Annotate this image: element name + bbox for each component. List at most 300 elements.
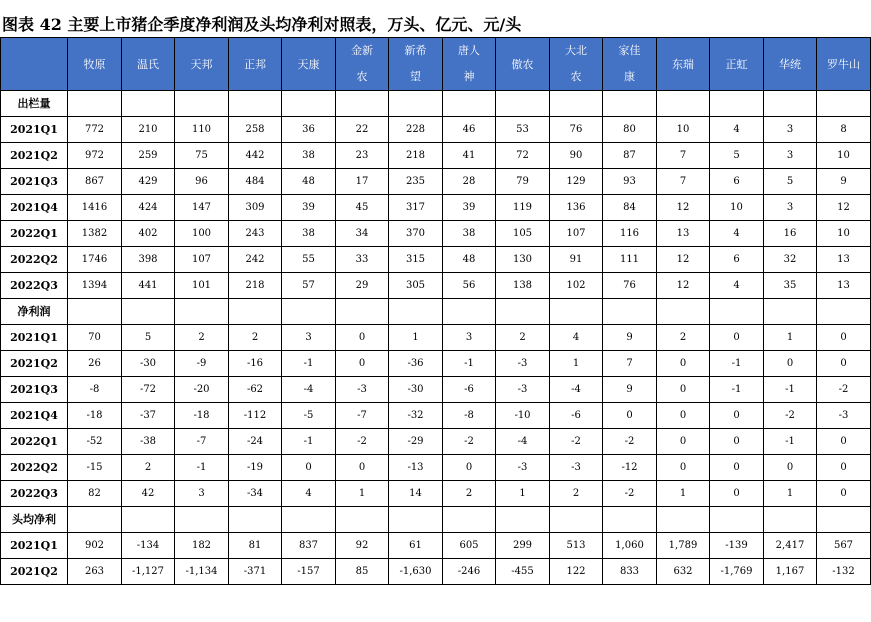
table-cell: -34 [229,481,282,507]
table-cell: -371 [229,559,282,585]
table-cell: 70 [68,325,122,351]
table-cell: -62 [229,377,282,403]
table-row [1,377,871,403]
table-cell: 772 [68,117,122,143]
table-cell: 10 [657,117,710,143]
table-cell [496,91,550,117]
table-cell: 14 [389,481,443,507]
row-period: 2022Q1 [1,429,68,455]
table-cell: 1,789 [657,533,710,559]
table-cell: 0 [657,429,710,455]
table-cell: -139 [710,533,764,559]
table-cell: 218 [389,143,443,169]
table-cell: 0 [657,403,710,429]
column-header [764,38,817,91]
table-cell: -1 [710,377,764,403]
table-cell [710,91,764,117]
table-row [1,221,871,247]
table-cell: 2 [122,455,175,481]
table-cell [389,299,443,325]
table-cell: 182 [175,533,229,559]
table-cell: 12 [657,247,710,273]
table-cell: 119 [496,195,550,221]
table-cell [68,299,122,325]
table-cell: 0 [710,325,764,351]
table-cell [817,91,871,117]
column-header [175,38,229,91]
table-cell: 72 [496,143,550,169]
table-cell: 16 [764,221,817,247]
section-label: 头均净利 [1,507,68,533]
section-label: 净利润 [1,299,68,325]
table-cell [282,507,336,533]
table-cell: 23 [336,143,389,169]
table-cell: -37 [122,403,175,429]
column-header-label: 正邦 [244,57,266,71]
table-cell: 29 [336,273,389,299]
column-header [603,38,657,91]
table-cell: 1 [764,481,817,507]
table-row [1,117,871,143]
table-cell: -4 [282,377,336,403]
table-row [1,429,871,455]
table-cell: 96 [175,169,229,195]
table-row [1,455,871,481]
table-cell: 867 [68,169,122,195]
table-cell: 10 [817,143,871,169]
table-cell: 6 [710,247,764,273]
table-cell: 0 [817,351,871,377]
table-cell: -134 [122,533,175,559]
table-cell [603,91,657,117]
table-cell: -1 [764,429,817,455]
table-cell [443,299,496,325]
table-cell: -20 [175,377,229,403]
table-cell: 42 [122,481,175,507]
table-cell: -30 [122,351,175,377]
table-cell: 259 [122,143,175,169]
data-table-container [0,37,860,582]
header-row [1,38,871,91]
table-cell: 4 [710,221,764,247]
column-header-label: 金新 农 [351,44,373,83]
table-cell [229,507,282,533]
row-period: 2021Q2 [1,143,68,169]
table-cell: 305 [389,273,443,299]
table-cell: 902 [68,533,122,559]
table-cell: 93 [603,169,657,195]
table-cell: 2 [550,481,603,507]
row-period: 2021Q3 [1,169,68,195]
table-cell: -3 [336,377,389,403]
table-cell: -18 [175,403,229,429]
row-period: 2022Q3 [1,481,68,507]
table-cell: -13 [389,455,443,481]
row-period: 2021Q4 [1,195,68,221]
table-cell: 28 [443,169,496,195]
column-header-label: 华统 [779,57,801,71]
column-header-label: 温氏 [137,57,159,71]
table-cell: -1,630 [389,559,443,585]
column-header-label: 唐人 神 [458,44,480,83]
table-cell: 39 [443,195,496,221]
table-cell: -112 [229,403,282,429]
column-header-label: 罗牛山 [827,57,860,71]
table-cell: -246 [443,559,496,585]
table-cell [764,507,817,533]
table-cell: -3 [496,455,550,481]
table-cell: 91 [550,247,603,273]
table-cell: 3 [175,481,229,507]
table-cell: -6 [550,403,603,429]
table-row [1,403,871,429]
table-cell: 107 [550,221,603,247]
table-cell: 48 [443,247,496,273]
table-cell: 370 [389,221,443,247]
section-label: 出栏量 [1,91,68,117]
table-cell: 76 [603,273,657,299]
table-cell [336,507,389,533]
table-cell: 81 [229,533,282,559]
table-row [1,325,871,351]
table-cell: -7 [336,403,389,429]
table-cell: 22 [336,117,389,143]
table-cell: 105 [496,221,550,247]
table-cell: -1,127 [122,559,175,585]
table-cell: 10 [710,195,764,221]
row-period: 2021Q3 [1,377,68,403]
table-cell: 0 [657,377,710,403]
table-cell: 309 [229,195,282,221]
table-cell [657,507,710,533]
table-cell: 0 [603,403,657,429]
table-cell [764,91,817,117]
table-cell: -3 [496,377,550,403]
table-cell [336,299,389,325]
header-corner [1,38,68,91]
table-cell: 3 [764,195,817,221]
table-cell: 0 [710,481,764,507]
table-cell: 1 [657,481,710,507]
table-cell [817,299,871,325]
table-cell [496,507,550,533]
table-row [1,143,871,169]
table-header [1,38,871,91]
section-row [1,299,871,325]
table-cell: -29 [389,429,443,455]
table-cell: 235 [389,169,443,195]
table-cell: 0 [282,455,336,481]
table-cell: 82 [68,481,122,507]
table-cell: 9 [817,169,871,195]
table-cell: -2 [603,481,657,507]
table-cell: 513 [550,533,603,559]
table-cell: -6 [443,377,496,403]
table-cell: 46 [443,117,496,143]
table-cell: 55 [282,247,336,273]
table-cell: 4 [710,117,764,143]
table-cell: 138 [496,273,550,299]
table-cell: 317 [389,195,443,221]
table-cell: 110 [175,117,229,143]
table-cell: 7 [657,143,710,169]
table-cell: 12 [817,195,871,221]
table-cell: 1 [764,325,817,351]
table-cell: 1 [389,325,443,351]
table-cell: 5 [764,169,817,195]
table-cell: 80 [603,117,657,143]
column-header-label: 东瑞 [672,57,694,71]
table-cell [496,299,550,325]
table-cell: 429 [122,169,175,195]
section-row [1,91,871,117]
table-cell [175,299,229,325]
table-cell [175,91,229,117]
table-cell: 45 [336,195,389,221]
column-header-label: 天康 [297,57,320,71]
table-cell: -2 [443,429,496,455]
table-cell [175,507,229,533]
column-header [550,38,603,91]
table-cell: 129 [550,169,603,195]
table-cell: -2 [817,377,871,403]
table-cell: 13 [817,247,871,273]
row-period: 2022Q1 [1,221,68,247]
table-cell [389,91,443,117]
table-cell: 53 [496,117,550,143]
column-header [443,38,496,91]
table-cell: 1382 [68,221,122,247]
table-cell: -36 [389,351,443,377]
table-cell: 0 [817,429,871,455]
column-header-label: 牧原 [83,57,106,71]
table-cell: 90 [550,143,603,169]
row-period: 2021Q1 [1,325,68,351]
table-cell [710,507,764,533]
table-cell: 632 [657,559,710,585]
table-cell: 0 [764,455,817,481]
table-cell: 12 [657,273,710,299]
table-cell: 5 [710,143,764,169]
table-cell: 263 [68,559,122,585]
table-cell: 38 [282,221,336,247]
table-cell [389,507,443,533]
table-cell: 0 [657,351,710,377]
table-cell [122,507,175,533]
table-cell: 38 [282,143,336,169]
column-header [496,38,550,91]
table-cell: -5 [282,403,336,429]
column-header [817,38,871,91]
column-header [229,38,282,91]
table-cell [764,299,817,325]
table-cell: 1416 [68,195,122,221]
table-cell: -19 [229,455,282,481]
table-cell: 1 [550,351,603,377]
table-cell: -2 [550,429,603,455]
column-header [657,38,710,91]
table-cell: 13 [817,273,871,299]
table-cell: 210 [122,117,175,143]
table-cell: 4 [282,481,336,507]
table-cell: 4 [710,273,764,299]
table-cell: 0 [710,429,764,455]
table-cell: 36 [282,117,336,143]
table-cell [229,299,282,325]
table-cell: 0 [817,325,871,351]
table-cell: 0 [336,455,389,481]
column-header-label: 大北 农 [565,44,587,83]
table-cell: -1 [710,351,764,377]
table-cell: 147 [175,195,229,221]
table-cell: -32 [389,403,443,429]
table-cell: 2 [657,325,710,351]
table-cell [122,91,175,117]
table-cell: 57 [282,273,336,299]
data-table [0,37,871,585]
table-cell: 1 [496,481,550,507]
table-cell: -1,134 [175,559,229,585]
table-row [1,351,871,377]
table-cell: -24 [229,429,282,455]
table-cell: -4 [550,377,603,403]
table-title: 图表 42 主要上市猪企季度净利润及头均净利对照表，万头、亿元、元/头 [2,15,522,34]
table-cell: 0 [336,325,389,351]
table-cell: 402 [122,221,175,247]
table-cell: 442 [229,143,282,169]
table-cell: -1 [443,351,496,377]
table-cell: 12 [657,195,710,221]
table-cell: 567 [817,533,871,559]
table-cell [603,507,657,533]
table-cell: 38 [443,221,496,247]
table-cell: 136 [550,195,603,221]
table-cell: 605 [443,533,496,559]
table-cell: 13 [657,221,710,247]
table-cell [657,91,710,117]
table-cell: 0 [336,351,389,377]
column-header-label: 新希 望 [404,44,427,83]
table-cell: 0 [817,481,871,507]
table-body [1,91,871,585]
table-cell: 2 [229,325,282,351]
table-cell: 26 [68,351,122,377]
table-cell [68,91,122,117]
table-cell: 130 [496,247,550,273]
table-cell: 116 [603,221,657,247]
table-cell: -1 [764,377,817,403]
table-cell: 39 [282,195,336,221]
table-cell: 4 [550,325,603,351]
table-cell: -2 [764,403,817,429]
table-cell: -12 [603,455,657,481]
table-cell: -30 [389,377,443,403]
table-cell [282,299,336,325]
table-cell: 33 [336,247,389,273]
table-cell: 61 [389,533,443,559]
column-header [336,38,389,91]
table-cell: 3 [282,325,336,351]
column-header [68,38,122,91]
table-cell: -3 [817,403,871,429]
table-cell [550,299,603,325]
row-period: 2021Q2 [1,351,68,377]
table-cell: 0 [657,455,710,481]
row-period: 2021Q1 [1,117,68,143]
table-cell: 837 [282,533,336,559]
table-cell: 76 [550,117,603,143]
table-cell: 87 [603,143,657,169]
table-cell: -455 [496,559,550,585]
table-cell: -3 [496,351,550,377]
row-period: 2021Q2 [1,559,68,585]
table-cell: 424 [122,195,175,221]
row-period: 2022Q2 [1,455,68,481]
table-cell: -1 [282,429,336,455]
table-cell: 228 [389,117,443,143]
table-cell: 0 [764,351,817,377]
table-cell: -9 [175,351,229,377]
table-cell [336,91,389,117]
table-cell: -38 [122,429,175,455]
table-cell: 315 [389,247,443,273]
table-cell: 218 [229,273,282,299]
column-header [282,38,336,91]
table-cell: 441 [122,273,175,299]
table-cell: 6 [710,169,764,195]
table-cell: 56 [443,273,496,299]
table-cell: 9 [603,325,657,351]
table-cell: 85 [336,559,389,585]
table-cell: 100 [175,221,229,247]
column-header-label: 正虹 [725,57,748,71]
table-cell [229,91,282,117]
table-cell [122,299,175,325]
table-cell [710,299,764,325]
table-row [1,169,871,195]
table-cell: -10 [496,403,550,429]
table-cell [282,91,336,117]
table-row [1,273,871,299]
table-cell: 2,417 [764,533,817,559]
row-period: 2022Q2 [1,247,68,273]
table-row [1,481,871,507]
table-cell: -1,769 [710,559,764,585]
table-cell: 32 [764,247,817,273]
table-cell: 833 [603,559,657,585]
table-row [1,559,871,585]
table-cell: 75 [175,143,229,169]
column-header [710,38,764,91]
table-cell [443,507,496,533]
table-cell: 5 [122,325,175,351]
table-cell: 2 [496,325,550,351]
table-cell: 0 [710,455,764,481]
table-cell: 484 [229,169,282,195]
table-cell: 2 [175,325,229,351]
table-cell: -1 [175,455,229,481]
table-cell [657,299,710,325]
table-cell: -2 [336,429,389,455]
table-row [1,195,871,221]
table-cell: 7 [603,351,657,377]
table-cell: -4 [496,429,550,455]
table-cell: 92 [336,533,389,559]
table-cell: 122 [550,559,603,585]
table-cell: -1 [282,351,336,377]
table-cell: 972 [68,143,122,169]
table-cell: -15 [68,455,122,481]
